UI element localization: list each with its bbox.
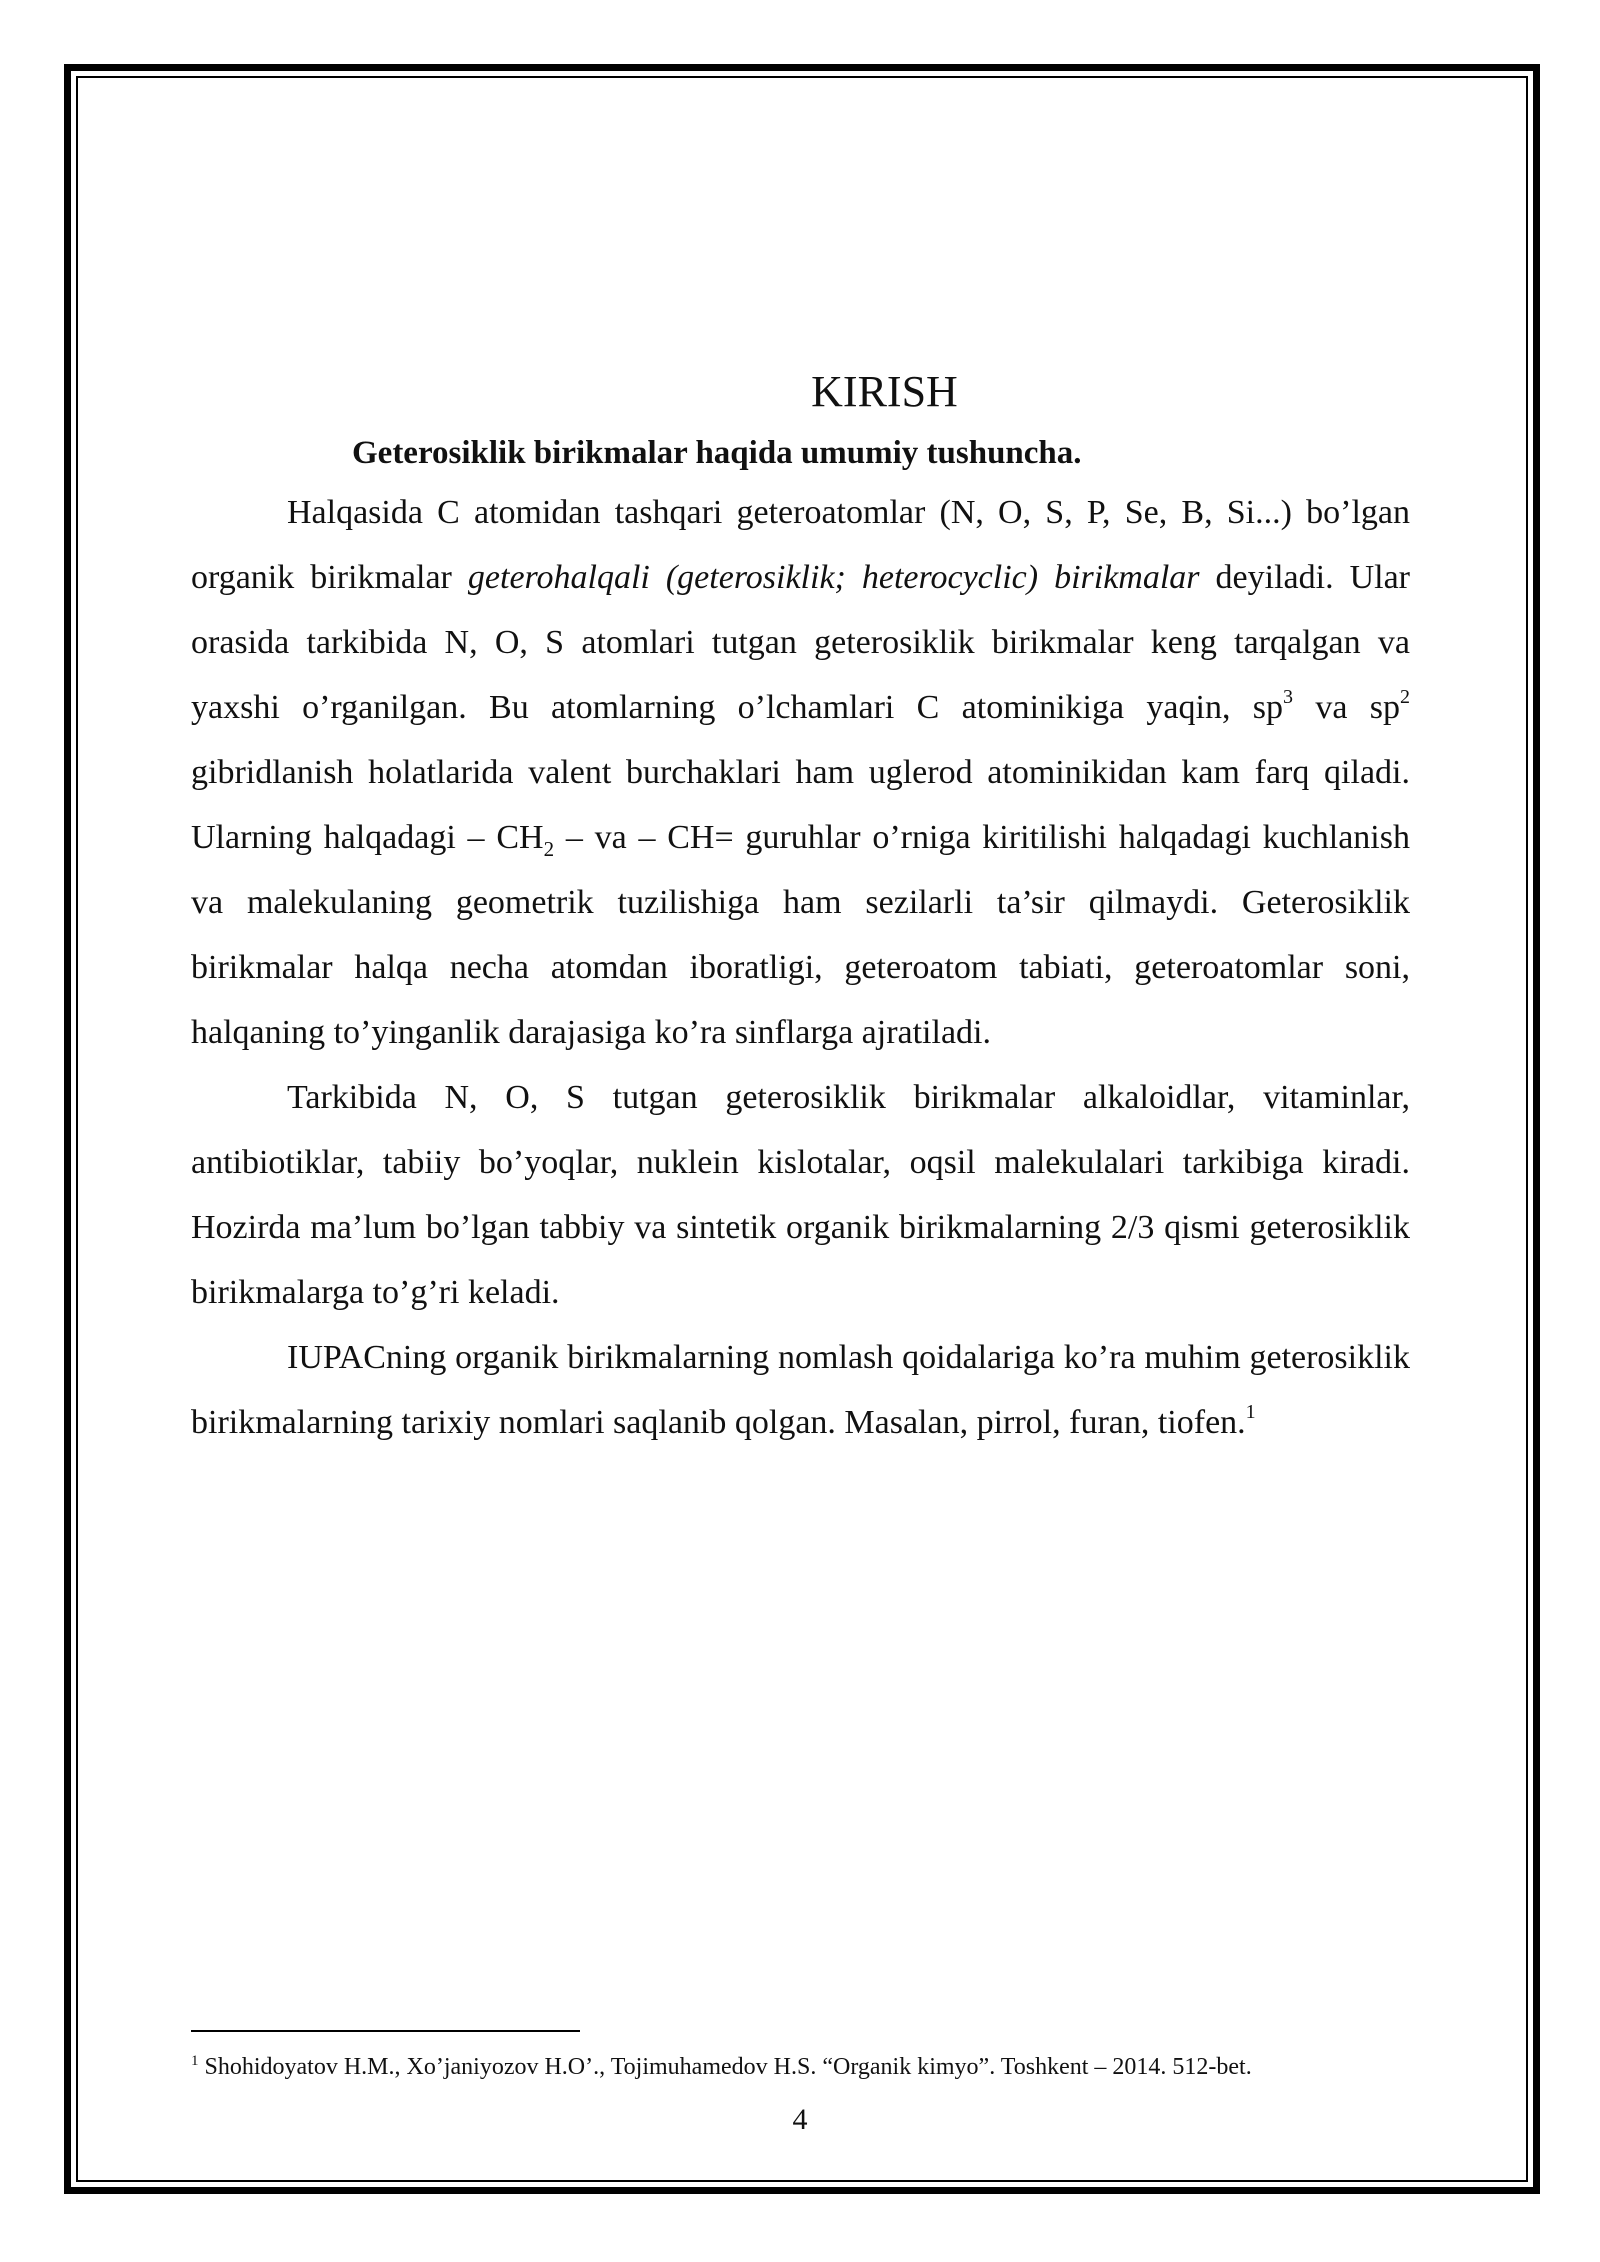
paragraph-1-text-b: deyiladi. Ular orasida tarkibida N, O, S atomlari tutgan geterosiklik birikmalar keng tarqalgan va yaxshi o’rganilgan. Bu atomlarning o’lchamlari C atominikiga yaqin, sp [191, 559, 1411, 726]
footnote-text: Shohidoyatov H.M., Xo’janiyozov H.O’., Tojimuhamedov H.S. “Organik kimyo”. Toshkent – 2014. 512-bet. [198, 2054, 1252, 2080]
paragraph-1-text-e: – va – CH= guruhlar o’rniga kiritilishi halqadagi kuchlanish va malekulaning geometrik tuzilishiga ham sezilarli ta’sir qilmaydi. Geterosiklik birikmalar halqa necha atomdan iboratligi, geteroatom tabiati, geteroatomlar soni, halqaning to’yinganlik darajasiga ko’ra sinflarga ajratiladi. [191, 819, 1410, 1051]
footnote-marker: 1 [191, 2053, 199, 2069]
superscript-3: 3 [1283, 685, 1294, 708]
section-subtitle: Geterosiklik birikmalar haqida umumiy tushuncha. [352, 435, 1082, 471]
paragraph-3 [191, 1325, 1410, 1455]
paragraph-2: Tarkibida N, O, S tutgan geterosiklik birikmalar alkaloidlar, vitaminlar, antibiotiklar, tabiiy bo’yoqlar, nuklein kislotalar, oqsil malekulalari tarkibiga kiradi. Hozirda ma’lum bo’lgan tabbiy va sintetik organik birikmalarning 2/3 qismi geterosiklik birikmalarga to’g’ri keladi. [191, 1079, 1410, 1311]
footnote-reference[interactable]: 1 [1245, 1400, 1256, 1423]
paragraph-1-text-c: va sp [1293, 689, 1400, 726]
paragraph-1-italic-term: geterohalqali (geterosiklik; heterocyclic) birikmalar [467, 559, 1200, 596]
page-number: 4 [792, 2103, 808, 2136]
paragraph-3-text: IUPACning organik birikmalarning nomlash qoidalariga ko’ra muhim geterosiklik birikmalarning tarixiy nomlari saqlanib qolgan. Masalan, pirrol, furan, tiofen. [191, 1339, 1410, 1441]
footnote-separator [191, 2030, 580, 2032]
subscript-2: 2 [543, 836, 555, 861]
paragraph-1-text-a: Halqasida C atomidan tashqari geteroatomlar (N, O, S, P, Se, B, Si...) bo’lgan organik birikmalar [191, 494, 1410, 596]
superscript-2: 2 [1400, 685, 1410, 708]
page-title: KIRISH [811, 367, 958, 416]
paragraph-1-text-d: gibridlanish holatlarida valent burchaklari ham uglerod atominikidan kam farq qiladi. Ularning halqadagi – CH [191, 754, 1410, 856]
footnote [191, 2045, 1431, 2083]
paragraph-1 [191, 480, 1410, 1065]
main-content [191, 360, 1410, 1455]
